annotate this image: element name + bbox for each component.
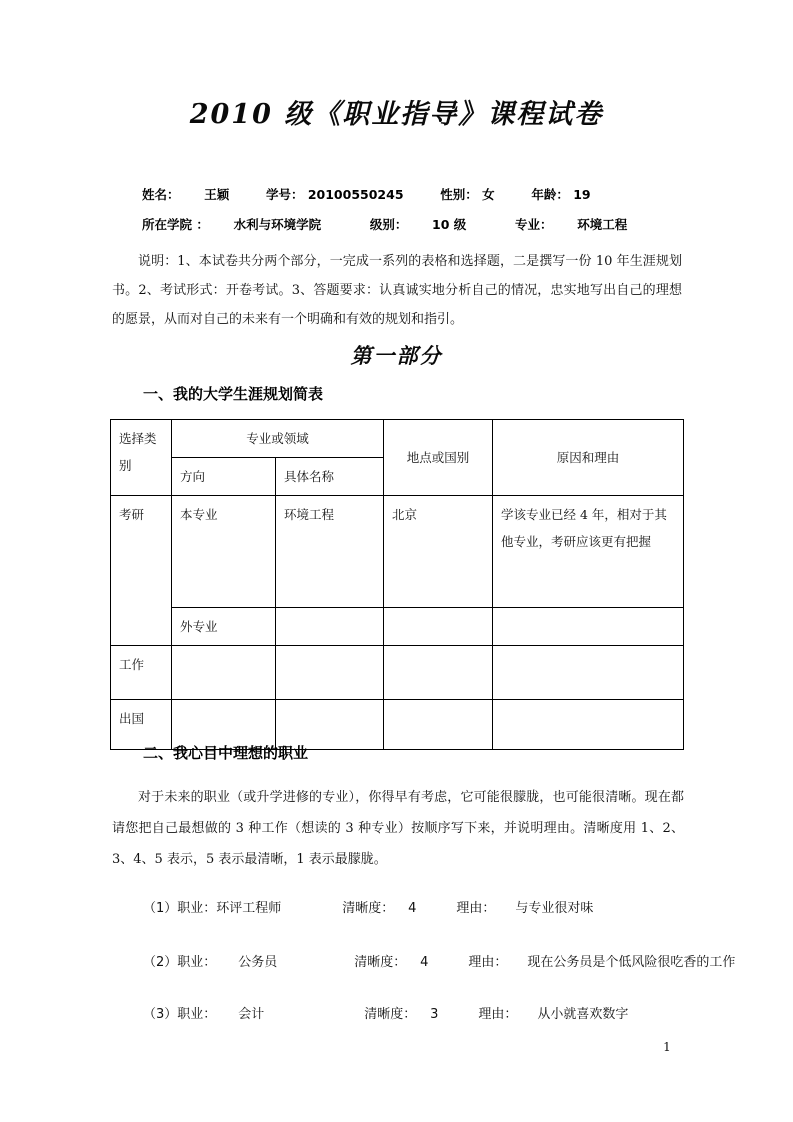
grade-label: 级别： xyxy=(369,217,408,232)
name-value: 王颖 xyxy=(204,187,230,202)
student-info-line-1 xyxy=(142,185,591,203)
table-row xyxy=(111,608,684,646)
grade-value: 10 级 xyxy=(432,217,467,232)
document-title: 2010 级《职业指导》课程试卷 xyxy=(189,99,604,130)
header-location: 地点或国别 xyxy=(384,420,493,496)
entry-reason-value: 现在公务员是个低风险很吃香的工作 xyxy=(527,955,736,970)
entry-job-value: 环评工程师 xyxy=(216,901,282,916)
entry-clarity-value: 4 xyxy=(420,955,429,970)
entry-clarity-label: 清晰度： xyxy=(342,901,395,916)
cell-category-work: 工作 xyxy=(111,646,172,700)
age-value: 19 xyxy=(573,187,591,202)
cell-location: 北京 xyxy=(384,496,493,608)
cell-category-abroad: 出国 xyxy=(111,700,172,750)
section-one-heading: 一、我的大学生涯规划简表 xyxy=(143,385,324,403)
entry-clarity-label: 清晰度： xyxy=(364,1007,417,1022)
entry-reason-value: 从小就喜欢数字 xyxy=(537,1007,629,1022)
gender-value: 女 xyxy=(482,187,495,202)
page-number: 1 xyxy=(663,1040,671,1054)
entry-index: （3） xyxy=(143,1007,178,1022)
cell-location xyxy=(384,608,493,646)
entry-reason-label: 理由： xyxy=(456,901,496,916)
entry-reason-value: 与专业很对味 xyxy=(515,901,594,916)
cell-reason xyxy=(493,608,684,646)
header-specific-name: 具体名称 xyxy=(276,458,384,496)
part-one-heading: 第一部分 xyxy=(350,343,443,368)
cell-direction: 外专业 xyxy=(172,608,276,646)
cell-location xyxy=(384,700,493,750)
career-entry-1 xyxy=(143,897,593,916)
entry-index: （2） xyxy=(143,955,178,970)
major-value: 环境工程 xyxy=(577,217,628,232)
career-entry-3 xyxy=(143,1003,628,1022)
entry-job-label: 职业： xyxy=(177,901,217,916)
gender-label: 性别： xyxy=(440,187,478,202)
table-row xyxy=(111,646,684,700)
table-header-row-1 xyxy=(111,420,684,458)
cell-reason: 学该专业已经 4 年，相对于其他专业，考研应该更有把握 xyxy=(493,496,684,608)
instructions-paragraph: 说明：1、本试卷共分两个部分，一完成一系列的表格和选择题，二是撰写一份 10 年生涯规划书。2、考试形式：开卷考试。3、答题要求：认真诚实地分析自己的情况，忠实地写出自己的理想的愿景，从而对自己的未来有一个明确和有效的规划和指引。 xyxy=(112,254,682,327)
career-plan-table xyxy=(110,419,684,750)
cell-reason xyxy=(493,700,684,750)
cell-reason xyxy=(493,646,684,700)
entry-job-label: 职业： xyxy=(177,1007,217,1022)
entry-job-value: 公务员 xyxy=(238,955,278,970)
student-info-line-2 xyxy=(142,215,627,233)
student-id-value: 20100550245 xyxy=(307,187,404,202)
cell-category-kaoyan: 考研 xyxy=(111,496,172,646)
major-label: 专业： xyxy=(515,217,553,232)
cell-direction: 本专业 xyxy=(172,496,276,608)
cell-direction xyxy=(172,646,276,700)
section-two-paragraph: 对于未来的职业（或升学进修的专业），你得早有考虑，它可能很朦胧，也可能很清晰。现在都请您把自己最想做的 3 种工作（想读的 3 种专业）按顺序写下来，并说明理由。清晰度用 1、2、3、4、5 表示，5 表示最清晰，1 表示最朦胧。 xyxy=(112,790,684,867)
cell-location xyxy=(384,646,493,700)
table-row xyxy=(111,496,684,608)
cell-specific-name xyxy=(276,608,384,646)
entry-job-value: 会计 xyxy=(238,1007,265,1022)
entry-reason-label: 理由： xyxy=(468,955,508,970)
entry-job-label: 职业： xyxy=(177,955,217,970)
section-two-heading: 二、我心目中理想的职业 xyxy=(143,744,309,762)
header-direction: 方向 xyxy=(172,458,276,496)
name-label: 姓名： xyxy=(142,187,180,202)
entry-clarity-value: 4 xyxy=(408,901,417,916)
age-label: 年龄： xyxy=(531,187,569,202)
career-entry-2 xyxy=(143,951,735,970)
header-reason: 原因和理由 xyxy=(493,420,684,496)
college-label: 所在学院 ： xyxy=(142,217,209,232)
cell-specific-name xyxy=(276,646,384,700)
header-field: 专业或领域 xyxy=(172,420,384,458)
cell-specific-name: 环境工程 xyxy=(276,496,384,608)
entry-clarity-label: 清晰度： xyxy=(354,955,407,970)
student-id-label: 学号： xyxy=(265,187,304,202)
college-value: 水利与环境学院 xyxy=(233,217,322,232)
entry-clarity-value: 3 xyxy=(430,1007,439,1022)
entry-index: （1） xyxy=(143,901,178,916)
header-category: 选择类别 xyxy=(111,420,172,496)
entry-reason-label: 理由： xyxy=(478,1007,518,1022)
